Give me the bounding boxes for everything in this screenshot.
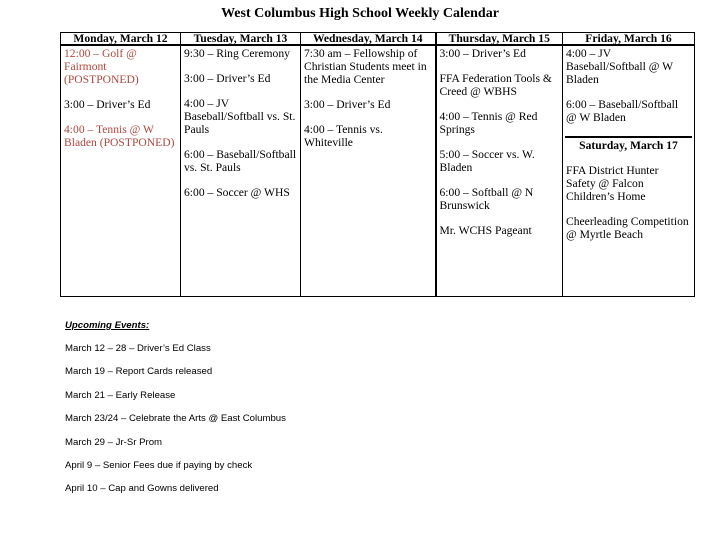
- day-header-friday: Friday, March 16: [563, 33, 695, 46]
- tuesday-event: 9:30 – Ring Ceremony: [184, 47, 290, 60]
- day-header-wednesday: Wednesday, March 14: [301, 33, 436, 46]
- day-header-tuesday: Tuesday, March 13: [181, 33, 301, 46]
- thursday-cell: [436, 45, 563, 297]
- upcoming-event-item: March 12 – 28 – Driver’s Ed Class: [65, 343, 211, 354]
- wednesday-cell: [301, 45, 436, 297]
- thursday-event: 3:00 – Driver’s Ed: [439, 47, 526, 60]
- wednesday-event: 3:00 – Driver’s Ed: [304, 98, 391, 111]
- day-header-monday: Monday, March 12: [61, 33, 181, 46]
- tuesday-event: 6:00 – Baseball/Softball vs. St. Pauls: [184, 148, 297, 174]
- friday-event: 4:00 – JV Baseball/Softball @ W Bladen: [566, 47, 673, 86]
- thursday-event: Mr. WCHS Pageant: [439, 224, 532, 237]
- events-row: [61, 45, 695, 297]
- friday-saturday-cell: [563, 45, 695, 297]
- day-header-saturday: Saturday, March 17: [565, 136, 692, 152]
- upcoming-event-item: March 23/24 – Celebrate the Arts @ East Columbus: [65, 413, 286, 425]
- day-header-row: [61, 33, 695, 46]
- upcoming-events-heading: Upcoming Events:: [65, 320, 150, 331]
- upcoming-event-item: April 10 – Cap and Gowns delivered: [65, 483, 219, 495]
- tuesday-event: 3:00 – Driver’s Ed: [184, 72, 271, 85]
- weekly-calendar-table: [60, 32, 695, 297]
- thursday-event: FFA Federation Tools & Creed @ WBHS: [439, 72, 552, 98]
- upcoming-event-item: March 29 – Jr-Sr Prom: [65, 436, 163, 448]
- thursday-event: 5:00 – Soccer vs. W. Bladen: [439, 148, 535, 174]
- upcoming-events-section: [65, 320, 286, 507]
- monday-event: 12:00 – Golf @ Fairmont (POSTPONED): [64, 47, 139, 86]
- thursday-event: 4:00 – Tennis @ Red Springs: [439, 110, 538, 136]
- tuesday-event: 4:00 – JV Baseball/Softball vs. St. Pauls: [184, 97, 296, 136]
- wednesday-event: 7:30 am – Fellowship of Christian Students meet in the Media Center: [304, 47, 427, 86]
- saturday-event: Cheerleading Competition @ Myrtle Beach: [566, 215, 689, 241]
- wednesday-event: 4:00 – Tennis vs. Whiteville: [304, 123, 383, 149]
- upcoming-event-item: March 19 – Report Cards released: [65, 366, 213, 378]
- monday-event: 4:00 – Tennis @ W Bladen (POSTPONED): [64, 123, 175, 149]
- day-header-thursday: Thursday, March 15: [436, 33, 563, 46]
- tuesday-event: 6:00 – Soccer @ WHS: [184, 186, 290, 199]
- monday-cell: [61, 45, 181, 297]
- monday-event: 3:00 – Driver’s Ed: [64, 98, 151, 111]
- page-title: West Columbus High School Weekly Calendar: [221, 6, 499, 21]
- tuesday-cell: [181, 45, 301, 297]
- saturday-event: FFA District Hunter Safety @ Falcon Children’s Home: [566, 164, 659, 203]
- upcoming-event-item: April 9 – Senior Fees due if paying by check: [65, 459, 253, 471]
- friday-event: 6:00 – Baseball/Softball @ W Bladen: [566, 98, 679, 124]
- thursday-event: 6:00 – Softball @ N Brunswick: [439, 186, 534, 212]
- upcoming-event-item: March 21 – Early Release: [65, 389, 176, 401]
